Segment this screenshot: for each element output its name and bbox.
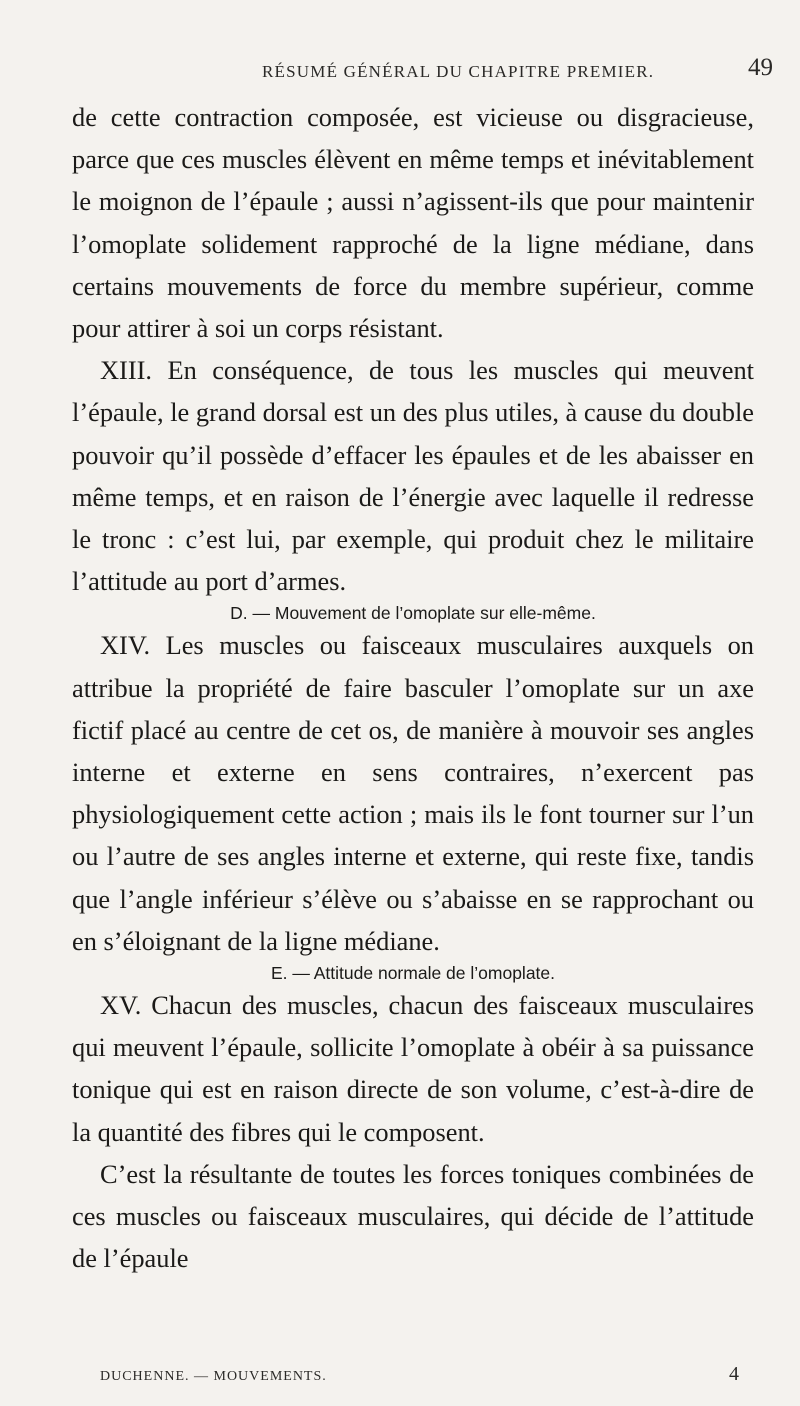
running-head: RÉSUMÉ GÉNÉRAL DU CHAPITRE PREMIER.	[262, 62, 655, 81]
paragraph-xiv: XIV. Les muscles ou faisceaux musculaires auxquels on attribue la propriété de faire basculer l’omoplate sur un axe fictif placé au centre de cet os, de manière à mouvoir ses angles interne et externe en sens contraires, n’exercent pas physiologiquement cette action ; mais ils le font tourner sur l’un ou l’autre de ses angles interne et externe, qui reste fixe, tandis que l’angle inférieur s’élève ou s’abaisse en se rapprochant ou en s’éloignant de la ligne médiane.	[72, 630, 754, 956]
section-heading-e: E. — Attitude normale de l’omoplate.	[270, 963, 556, 984]
paragraph-continued: de cette contraction composée, est vicieuse ou disgracieuse, parce que ces muscles élèvent en même temps et inévitablement le moignon de l’épaule ; aussi n’agissent-ils que pour maintenir l’omoplate solidement rapproché de la ligne médiane, dans certains mouvements de force du membre supérieur, comme pour attirer à soi un corps résistant.	[72, 102, 754, 344]
paragraph-xiii: XIII. En conséquence, de tous les muscles qui meuvent l’épaule, le grand dorsal est un des plus utiles, à cause du double pouvoir qu’il possède d’effacer les épaules et de les abaisser en même temps, et en raison de l’énergie avec laquelle il redresse le tronc : c’est lui, par exemple, qui produit chez le militaire l’attitude au port d’armes.	[72, 355, 754, 597]
printer-signature	[100, 1363, 760, 1385]
paragraph-resultante: C’est la résultante de toutes les forces toniques combinées de ces muscles ou faisceaux musculaires, qui décide de l’attitude de l’épaule	[72, 1158, 754, 1274]
signature-mark: 4	[729, 1363, 740, 1385]
paragraph-xv: XV. Chacun des muscles, chacun des faisceaux musculaires qui meuvent l’épaule, sollicite l’omoplate à obéir à sa puissance tonique qui est en raison directe de son volume, c’est-à-dire de la quantité des fibres qui le composent.	[72, 990, 754, 1147]
section-heading-d: D. — Mouvement de l’omoplate sur elle-même.	[230, 603, 596, 624]
signature-text: DUCHENNE. — MOUVEMENTS.	[100, 1369, 327, 1384]
body-text	[72, 96, 754, 1279]
page-number: 49	[748, 54, 773, 81]
